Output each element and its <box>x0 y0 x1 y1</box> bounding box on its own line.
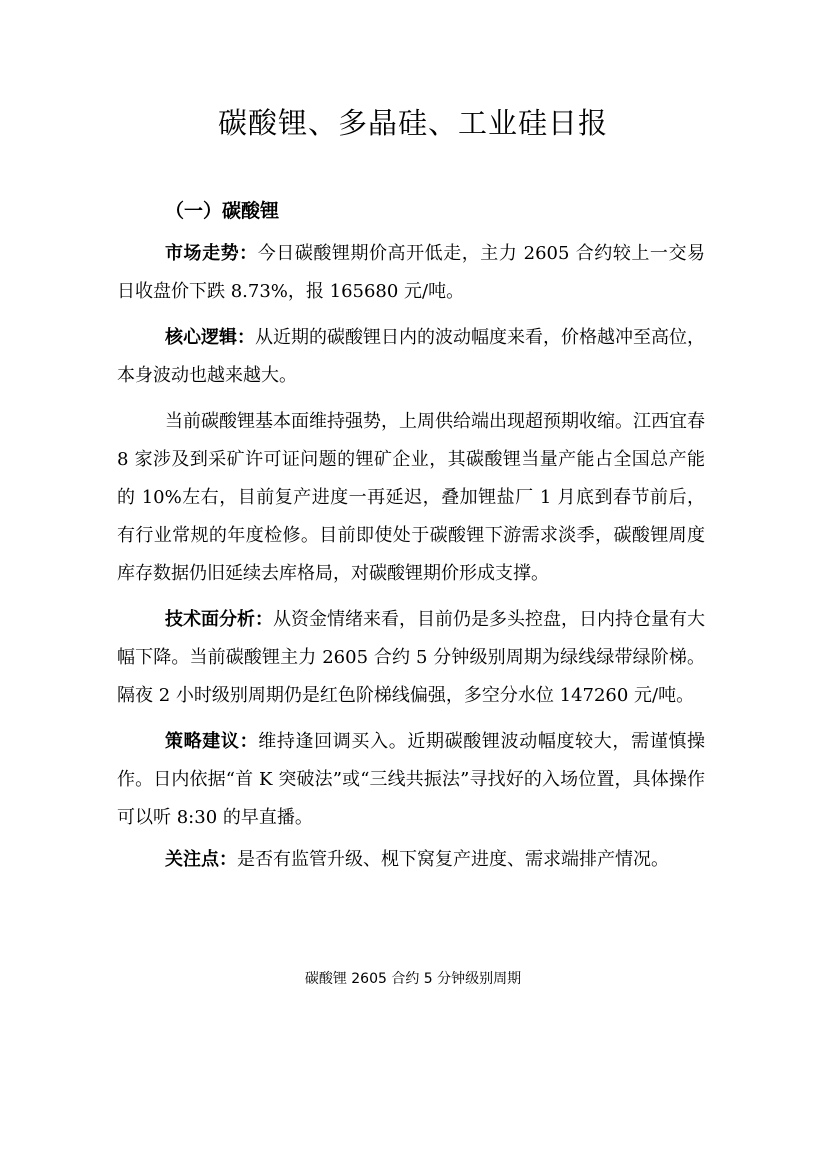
paragraph-fundamentals <box>117 403 705 593</box>
section-heading-lithium-carbonate: （一）碳酸锂 <box>165 200 280 222</box>
market-trend-label: 市场走势： <box>165 243 258 264</box>
focus-points-text: 是否有监管升级、枧下窝复产进度、需求端排产情况。 <box>237 849 669 870</box>
document-title: 碳酸锂、多晶硅、工业硅日报 <box>217 106 608 140</box>
core-logic-text: 从近期的碳酸锂日内的波动幅度来看，价格越冲至高位，本身波动也越来越大。 <box>117 327 705 386</box>
chart-caption: 碳酸锂 2605 合约 5 分钟级别周期 <box>304 971 522 987</box>
paragraph-strategy <box>117 723 705 837</box>
technical-analysis-text: 从资金情绪来看，目前仍是多头控盘，日内持仓量有大幅下降。当前碳酸锂主力 2605 合约 5 分钟级别周期为绿线绿带绿阶梯。隔夜 2 小时级别周期仍是红色阶梯线偏强，多空分水位 147260 元/吨。 <box>117 609 705 706</box>
paragraph-market-trend <box>117 235 705 311</box>
core-logic-label: 核心逻辑： <box>165 327 255 348</box>
strategy-label: 策略建议： <box>165 731 259 752</box>
report-body <box>117 235 705 879</box>
focus-points-label: 关注点： <box>165 849 237 870</box>
paragraph-focus-points <box>117 841 705 879</box>
market-trend-text: 今日碳酸锂期价高开低走，主力 2605 合约较上一交易日收盘价下跌 8.73%，报 165680 元/吨。 <box>117 243 706 302</box>
paragraph-core-logic <box>117 319 705 395</box>
strategy-text: 维持逢回调买入。近期碳酸锂波动幅度较大，需谨慎操作。日内依据“首 K 突破法”或“三线共振法”寻找好的入场位置，具体操作可以听 8:30 的早直播。 <box>117 731 706 828</box>
technical-analysis-label: 技术面分析： <box>165 609 273 630</box>
fundamentals-text: 当前碳酸锂基本面维持强势，上周供给端出现超预期收缩。江西宜春 8 家涉及到采矿许可证问题的锂矿企业，其碳酸锂当量产能占全国总产能的 10%左右，目前复产进度一再延迟，叠加锂盐厂 1 月底到春节前后，有行业常规的年度检修。目前即使处于碳酸锂下游需求淡季，碳酸锂周度库存数据仍旧延续去库格局，对碳酸锂期价形成支撑。 <box>117 411 705 584</box>
paragraph-technical-analysis <box>117 601 705 715</box>
